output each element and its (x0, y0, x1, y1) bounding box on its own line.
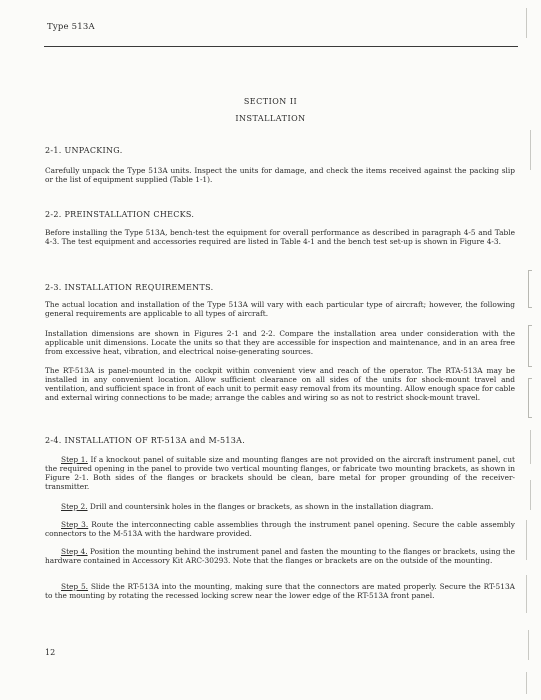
heading-2-2: 2-2. PREINSTALLATION CHECKS. (45, 210, 195, 219)
step-3-para (45, 520, 515, 538)
margin-mark (530, 480, 531, 510)
step-text: Drill and countersink holes in the flanges or brackets, as shown in the installation diagram. (87, 502, 434, 511)
step-1-para (45, 455, 515, 491)
step-text: If a knockout panel of suitable size and mounting flanges are not provided on the aircraft instrument panel, cut the required opening in the panel to provide two vertical mounting flanges, or fabricate two mounting brackets, as shown in Figure 2-1. Both sides of the flanges or brackets should be clean, bare metal for proper grounding of the receiver-transmitter. (45, 455, 515, 491)
heading-2-1: 2-1. UNPACKING. (45, 146, 123, 155)
para-2-2: Before installing the Type 513A, bench-test the equipment for overall performance as described in paragraph 4-5 and Table 4-3. The test equipment and accessories required are listed in Table 4-1 and the bench test set-up is shown in Figure 4-3. (45, 228, 515, 246)
step-2-para (45, 502, 515, 511)
running-header: Type 513A (47, 22, 95, 32)
section-title: INSTALLATION (235, 114, 306, 123)
para-2-3-c: The RT-513A is panel-mounted in the cockpit within convenient view and reach of the operator. The RTA-513A may be installed in any convenient location. Allow sufficient clearance on all sides of the units for shock-mount travel and ventilation, and sufficient space in front of each unit to permit easy removal from its mounting. Allow enough space for cable and external wiring connections to be made; arrange the cables and wiring so as not to restrict shock-mount travel. (45, 366, 516, 402)
margin-mark (526, 8, 527, 38)
section-number: SECTION II (243, 97, 298, 106)
margin-mark (526, 672, 527, 694)
page-number: 12 (45, 648, 56, 657)
step-label: Step 2. (61, 502, 88, 511)
step-5-para (45, 582, 515, 600)
step-4-para (45, 547, 515, 565)
step-text: Route the interconnecting cable assemblies through the instrument panel opening. Secure the cable assembly connectors to the M-513A with the hardware provided. (45, 520, 515, 538)
para-2-1: Carefully unpack the Type 513A units. Inspect the units for damage, and check the items received against the packing slip or the list of equipment supplied (Table 1-1). (45, 166, 515, 184)
para-2-3-a: The actual location and installation of the Type 513A will vary with each particular type of aircraft; however, the following general requirements are applicable to all types of aircraft. (45, 300, 515, 318)
heading-2-4: 2-4. INSTALLATION OF RT-513A and M-513A. (45, 436, 246, 445)
heading-2-3: 2-3. INSTALLATION REQUIREMENTS. (45, 283, 214, 292)
margin-mark (526, 575, 527, 613)
step-label: Step 5. (61, 582, 89, 591)
margin-bracket (528, 325, 532, 367)
margin-mark (530, 130, 531, 170)
step-label: Step 4. (61, 547, 88, 556)
margin-bracket (528, 270, 532, 308)
step-text: Slide the RT-513A into the mounting, making sure that the connectors are mated properly. Secure the RT-513A to the mounting by rotating the recessed locking screw near the lower edge of the RT-513A front panel. (45, 582, 515, 600)
margin-mark (530, 430, 531, 464)
margin-mark (528, 630, 529, 660)
step-label: Step 1. (61, 455, 88, 464)
para-2-3-b: Installation dimensions are shown in Figures 2-1 and 2-2. Compare the installation area under consideration with the applicable unit dimensions. Locate the units so that they are accessible for inspection and maintenance, and in an area free from excessive heat, vibration, and electrical noise-generating sources. (45, 329, 515, 356)
margin-mark (526, 520, 527, 560)
margin-bracket (528, 378, 532, 418)
header-rule (44, 46, 518, 47)
step-text: Position the mounting behind the instrument panel and fasten the mounting to the flanges or brackets, using the hardware contained in Accessory Kit ARC-30293. Note that the flanges or brackets are on the outside of the mounting. (45, 547, 516, 565)
step-label: Step 3. (61, 520, 89, 529)
